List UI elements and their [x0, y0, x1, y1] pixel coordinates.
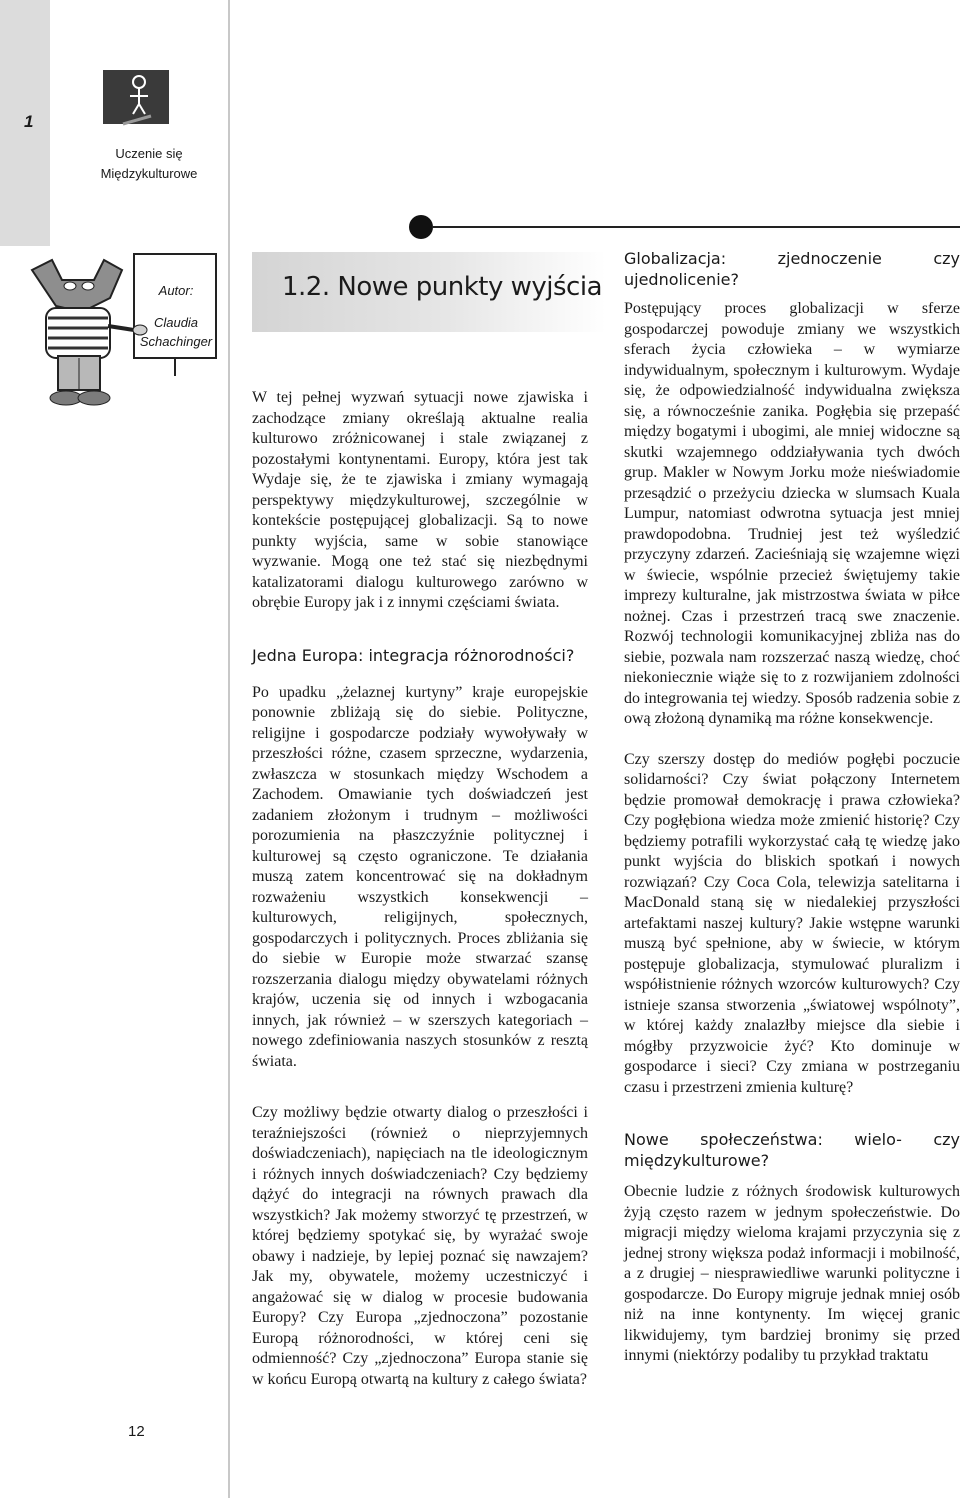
- paragraph-europe-1: Po upadku „żelaznej kurtyny” kraje europejskie ponownie zbliżają się do siebie. Polityczne, religijne i gospodarcze podziały wywoływały w przeszłości różne, czasem sprzeczne, wydarzenia, zwłaszcza w stosunkach między Wschodem a Zachodem. Omawianie tych doświadczeń jest zadaniem złożonym i trudnym – możliwości porozumienia na płaszczyźnie politycznej i kulturowej są często ograniczone. Te działania muszą zatem koncentrować się na dokładnym rozważeniu wszystkich konsekwencji – kulturowych, religijnych, społecznych, gospodarczych i politycznych. Proces zbliżania się do siebie w Europie może stwarzać szansę rozszerzania dialogu między obywatelami różnych krajów, uczenia się od innych i wzbogacania innych, jak również – w szerszych kategoriach – nowego zdefiniowania naszych stosunków z resztą świata.: [252, 683, 588, 1070]
- series-title: Uczenie się Międzykulturowe: [100, 146, 198, 181]
- paragraph-globalization-2: Czy szerszy dostęp do mediów pogłębi poczucie solidarności? Czy świat połączony Internetem będzie promował demokrację i prawa człowieka? Czy pogłębiona wiedza może zmienić historię? Czy będziemy potrafili wykorzystać całą tę wiedzę jako punkt wyjścia do bliskich spotkań i nowych rozwiązań? Czy Coca Cola, telewizja satelitarna i MacDonald staną się w niedalekiej przyszłości artefaktami naszej kultury? Jakie wstępne warunki muszą być spełnione, aby w świecie, w którym postępuje globalizacja, stymulować pluralizm i współistnienie różnych wzorców kulturowych? Czy istnieje szansa stworzenia „światowej wspólnoty”, w której każdy znalazłby miejsce dla siebie i mógłby przyzwoicie żyć? Kto dominuje w gospodarce i sieci? Czy zmiana w postrzeganiu czasu i przestrzeni zmienia kulturę?: [624, 750, 960, 1096]
- left-column: [252, 388, 588, 1390]
- chapter-tab: [0, 0, 50, 246]
- learning-flag-icon: [103, 70, 169, 126]
- author-card: [138, 266, 214, 356]
- header-rule: [432, 226, 960, 228]
- paragraph-europe-2: Czy możliwy będzie otwarty dialog o przeszłości i teraźniejszości (również o nieprzyjemnych doświadczeniach), napięciach na tle ideologicznym i różnych innych doświadczeniach? Czy będziemy dążyć do integracji na równych prawach dla wszystkich? Jak możemy stworzyć tę przestrzeń, w której będziemy spotykać się, by wyrażać swoje obawy i nadzieje, by lepiej poznać się nawzajem? Jak my, obywatele, możemy uczestniczyć i angażować się w dialog w procesie budowania Europy? Czy Europa „zjednoczona” pozostanie Europą różnorodności, w której ceni się odmienność? Czy „zjednoczona” Europa stanie się w końcu Europą otwartą na kultury z całego świata?: [252, 1104, 588, 1388]
- heading-globalization: Globalizacja: zjednoczenie czy ujednolicenie?: [624, 249, 960, 289]
- divider-bullet: [409, 215, 433, 239]
- sidebar: [0, 0, 230, 1498]
- heading-new-societies: Nowe społeczeństwa: wielo- czy międzykulturowe?: [624, 1130, 960, 1170]
- intro-paragraph: W tej pełnej wyzwań sytuacji nowe zjawiska i zachodzące zmiany określają aktualne realia kulturowo zróżnicowanej i stale związanej z pozostałymi kontynentami. Europy, która jest tak Wydaje się, że te zjawiska i zmiany wymagają perspektywy międzykulturowej, szczególnie w kontekście postępującej globalizacji. Są to nowe punkty wyjścia, same w sobie stanowiące wyzwanie. Mogą one też stać się niezbędnymi katalizatorami dialogu kulturowego zarówno w obrębie Europy jak i z innymi częściami świata.: [252, 389, 588, 611]
- section-title: 1.2. Nowe punkty wyjścia: [282, 272, 602, 302]
- page-number: 12: [128, 1423, 145, 1440]
- author-label: Autor:: [158, 283, 194, 298]
- right-column: [624, 248, 960, 1367]
- paragraph-globalization-1: Postępujący proces globalizacji w sferze gospodarczej powoduje zmiany we wszystkich sferach życia człowieka – w wymiarze indywidualnym, społecznym i kulturowym. Wydaje się, że odpowiedzialność indywidualna zwiększa się, a równocześnie zanika. Pogłębia się przepaść między bogatymi i ubogimi, ale mniej widoczne są skutki wzajemnego oddziaływania tych dwóch grup. Makler w Nowym Jorku może nieświadomie przesądzić o przeżyciu dziecka w slumsach Kuala Lumpur, natomiast odwrotna sytuacja jest mniej prawdopodobna. Trudniej jest też wyśledzić przyczyny zdarzeń. Zacieśniają się wzajemne więzi w świecie, wspólnie przecież świętujemy takie imprezy kulturalne, jak mistrzostwa świata w piłce nożnej. Czas i przestrzeń tracą swe znaczenie. Rozwój technologii komunikacyjnej zbliża nas do siebie, pozwala nam rozszerzać naszą wiedzę, choć niekoniecznie wiąże się to z rozwijaniem zdolności do integrowania tej wiedzy. Sposób radzenia sobie z ową złożoną dynamiką ma różne konsekwencje.: [624, 300, 960, 727]
- paragraph-new-societies: Obecnie ludzie z różnych środowisk kulturowych żyją często razem w jednym społeczeństwie. Do migracji między wieloma krajami przyczynia się z jednej strony większa podaż informacji i mobilność, a z drugiej – niesprawiedliwe warunki polityczne i gospodarcze. Do Europy migruje jednak mniej osób niż na inne kontynenty. Im więcej granic likwidujemy, tym bardziej bronimy się przed innymi (niektórzy podaliby tu przykład traktatu: [624, 1183, 960, 1364]
- heading-one-europe: Jedna Europa: integracja różnorodności?: [252, 645, 575, 665]
- author-name: Claudia Schachinger: [139, 315, 213, 349]
- chapter-number: 1: [24, 112, 34, 131]
